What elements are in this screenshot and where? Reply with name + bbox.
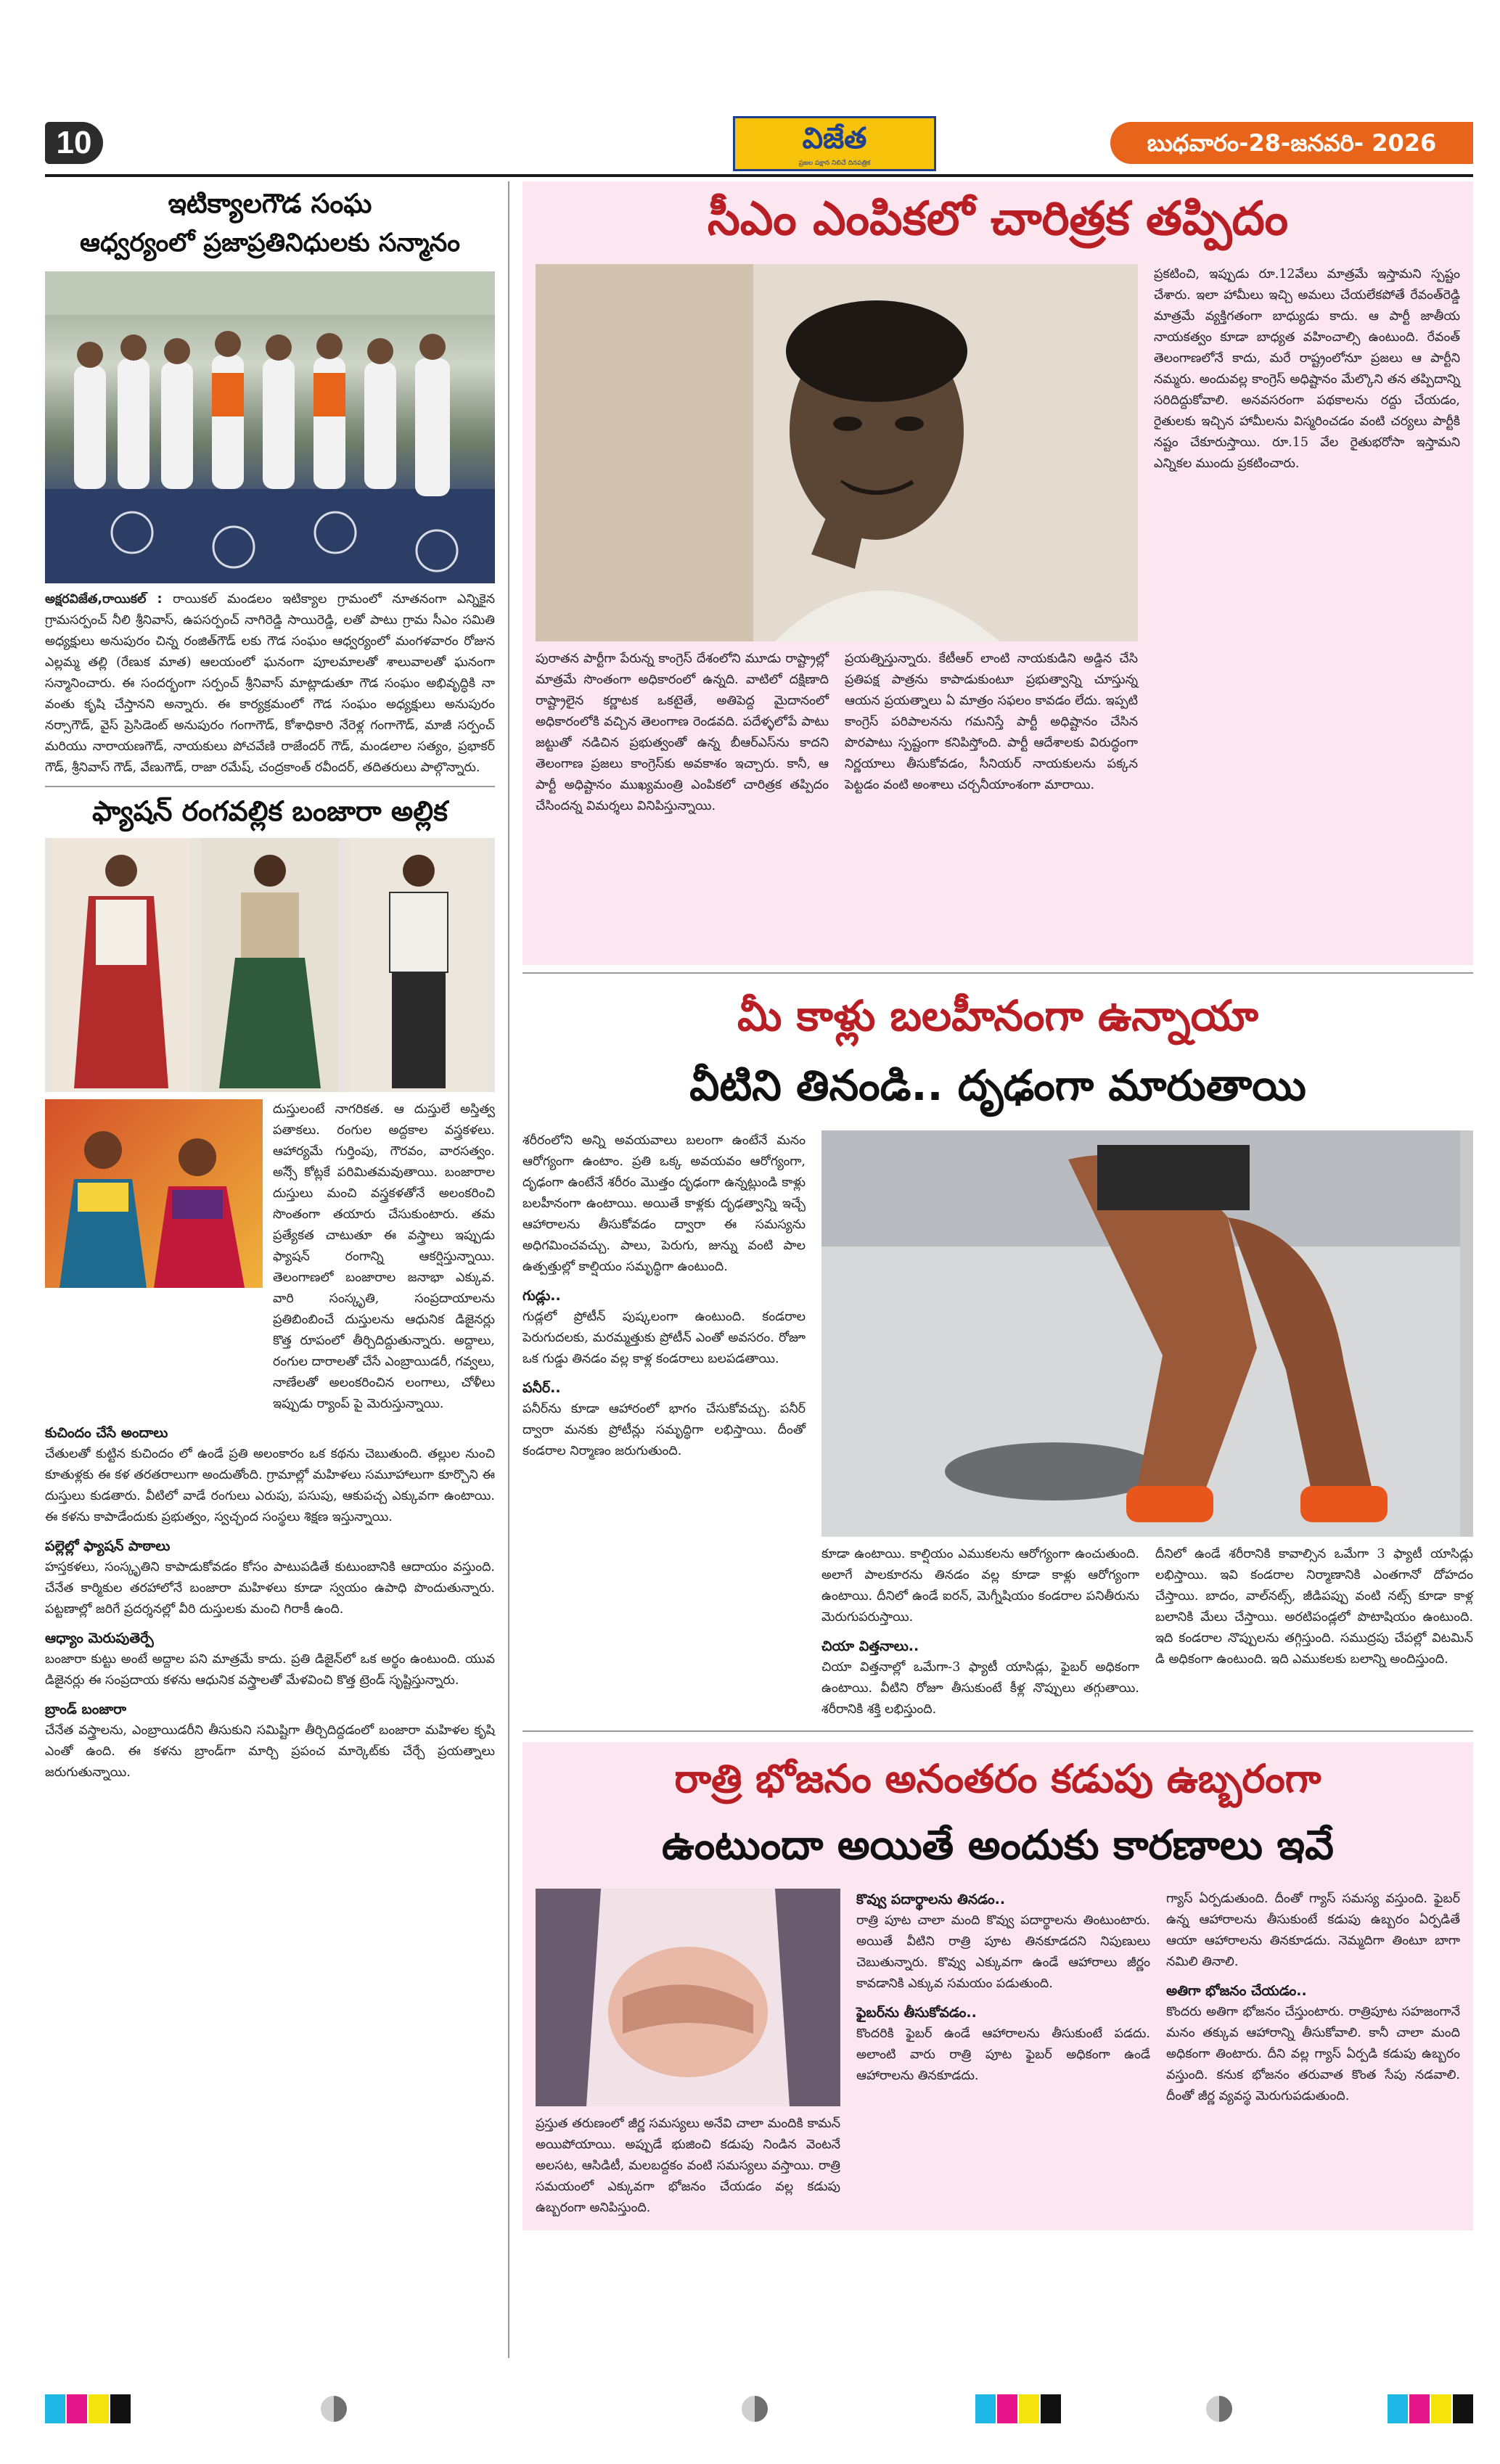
story-left-col — [536, 1889, 840, 2219]
story-col3-block — [1166, 1889, 1460, 2219]
banjara-women-photo — [45, 1099, 263, 1288]
color-swatch-cyan — [1388, 2394, 1408, 2423]
print-registration-bar — [45, 2394, 1473, 2423]
column-divider — [508, 181, 509, 2358]
header-rule — [45, 174, 1473, 177]
masthead-tagline: ప్రజల పక్షాన నిలిచే దినపత్రిక — [798, 160, 871, 167]
masthead-title: విజేత — [802, 121, 867, 155]
subhead-1-body: రాత్రి పూట చాలా మంది కొవ్వు పదార్థాలను తింటుంటారు. అయితే వీటిని రాత్రి పూట తినకూడదని నిపుణులు చెబుతున్నారు. కొవ్వు ఎక్కువగా ఉండే ఆహారాలు జీర్ణం కావడానికి ఎక్కువ సమయం పడుతుంది. — [856, 1913, 1150, 1991]
registration-mark — [742, 2396, 768, 2422]
story-body-text: రాయికల్ మండలం ఇటిక్యాల గ్రామంలో నూతనంగా ఎన్నికైన గ్రామసర్పంచ్ నీలి శ్రీనివాస్, ఉపసర్పంచ్ నాగిరెడ్డి సాయిరెడ్డి, లతో పాటు గ్రామ సీఎం సమితి అధ్యక్షులు అనుపురం చిన్న రంజిత్‌గౌడ్ లకు గౌడ సంఘం ఆధ్వర్యంలో మంగళవారం రోజున ఎల్లమ్మ తల్లి (రేణుక మాత) ఆలయంలో ఘనంగా పూలమాలతో శాలువాలతో ఘనంగా సన్మానించారు. ఈ సందర్భంగా సర్పంచ్ శ్రీనివాస్ మాట్లాడుతూ గౌడ సంఘం అభివృద్ధికి నా వంతు కృషి చేస్తానని అన్నారు. ఈ కార్యక్రమంలో గౌడ సంఘం అధ్యక్షులు అనుపురం నర్సాగౌడ్, వైస్ ప్రెసిడెంట్ అనుపురం గంగాగౌడ్, కోశాధికారి నేరెళ్ల గంగాగౌడ్, మాజీ సర్పంచ్ మరియు నారాయణగౌడ్, నాయకులు పోచవేణి రాజేందర్ గౌడ్, మండలాల సత్యం, ప్రభాకర్ గౌడ్, శ్రీనివాస్ గౌడ్, వేణుగౌడ్, రాజా రమేష్, చంద్రకాంత్ రవీందర్, తదితరులు పాల్గొన్నారు. — [45, 592, 495, 775]
story-col1: ప్రస్తుత తరుణంలో జీర్ణ సమస్యలు అనేవి చాలా మందికి కామన్ అయిపోయాయి. అప్పుడే భుజించి కడుపు నిండిన వెంటనే అలసట, ఆసిడిటీ, మలబద్దకం వంటి సమస్యలు వస్తాయి. రాత్రి సమయంలో ఎక్కువగా భోజనం చేయడం వల్ల కడుపు ఉబ్బరంగా అనిపిస్తుంది. — [536, 2116, 840, 2215]
story-bloating — [522, 1742, 1473, 2230]
subhead-2: పల్లెల్లో ఫ్యాషన్ పాఠాలు — [45, 1538, 171, 1554]
stomach-pain-photo — [536, 1889, 840, 2106]
story-gouda-sangham — [45, 184, 495, 779]
story-text-columns — [821, 1544, 1473, 1720]
story-col3: దీనిలో ఉండే శరీరానికి కావాల్సిన ఒమేగా 3 ఫ్యాటీ యాసిడ్లు లభిస్తాయి. ఇవి కండరాల నిర్మాణానికి ఎంతగానో దోహదం చేస్తాయి. బాదం, వాల్‌నట్స్, జీడిపప్పు వంటి నట్స్ కూడా కాళ్ల బలానికి మేలు చేస్తాయి. అరటిపండ్లలో పొటాషియం ఉంటుంది. ఇది కండరాల నొప్పులను తగ్గిస్తుంది. సముద్రపు చేపల్లో విటమిన్ డి అధికంగా ఉంటుంది. ఇది ఎముకలకు బలాన్ని అందిస్తుంది. — [1155, 1547, 1473, 1667]
registration-mark — [321, 2396, 347, 2422]
story-col3: ప్రకటించి, ఇప్పుడు రూ.12వేలు మాత్రమే ఇస్తామని స్పష్టం చేశారు. ఇలా హామీలు ఇచ్చి అమలు చేయలేకపోతే రేవంత్‌రెడ్డి మాత్రమే వ్యక్తిగతంగా బాధ్యుడు కాదు. ఆ పార్టీ జాతీయ నాయకత్వం కూడా బాధ్యత వహించాల్సి ఉంటుంది. రేవంత్ తెలంగాణలోనే కాదు, మరే రాష్ట్రంలోనూ ప్రజలు ఆ పార్టీని నమ్మరు. అందువల్ల కాంగ్రెస్ అధిష్టానం మేల్కొని తన తప్పిదాన్ని సరిదిద్దుకోవాలి. అనవసరంగా పథకాలను రద్దు చేయడం, రైతులకు ఇచ్చిన హామీలను విస్మరించడం వంటి చర్యలు పార్టీకి నష్టం చేకూరుస్తాయి. రూ.15 వేల రైతుభరోసా ఇస్తామని ఎన్నికల ముందు ప్రకటించారు. — [1154, 267, 1460, 471]
story-col1: పురాతన పార్టీగా పేరున్న కాంగ్రెస్ దేశంలోని మూడు రాష్ట్రాల్లో మాత్రమే సొంతంగా అధికారంలో ఉన్నది. వాటిలో దక్షిణాది రాష్ట్రాలైన కర్ణాటక ఒకటైతే, అతిపెద్ద మైదానంలో అధికారంలోకి వచ్చిన తెలంగాణ రెండవది. పదేళ్ళలోపే పాటు జట్టుతో నడిచిన ప్రభుత్వంతో ఉన్న బీఆర్ఎస్‌ను కాదని తెలంగాణ ప్రజలు కాంగ్రెస్‌కు అవకాశం ఇచ్చారు. కానీ, ఆ పార్టీ అధిష్టానం ముఖ్యమంత్రి ఎంపికలో చారిత్రక తప్పిదం చేసిందన్న విమర్శలు వినిపిస్తున్నాయి. — [536, 652, 829, 813]
story-columns — [522, 1130, 1473, 1720]
subhead-2-body: హస్తకళలు, సంస్కృతిని కాపాడుకోవడం కోసం పాటుపడితే కుటుంబానికి ఆదాయం వస్తుంది. చేనేత కార్మికుల తరహాలోనే బంజారా మహిళలు కూడా స్వయం ఉపాధి పొందుతున్నారు. పట్టణాల్లో జరిగే ప్రదర్శనల్లో వీరి దుస్తులకు మంచి గిరాకీ ఉంది. — [45, 1560, 495, 1617]
color-swatch-magenta — [1409, 2394, 1430, 2423]
right-area — [522, 181, 1473, 2230]
color-swatch-black — [1041, 2394, 1061, 2423]
story-right-block — [821, 1130, 1473, 1720]
story-col1: శరీరంలోని అన్ని అవయవాలు బలంగా ఉంటేనే మనం ఆరోగ్యంగా ఉంటాం. ప్రతి ఒక్క అవయవం ఆరోగ్యంగా, దృఢంగా ఉంటేనే శరీరం మొత్తం దృఢంగా ఉన్నట్లుండి కాళ్లు బలహీనంగా ఉంటాయి. అయితే కాళ్లకు దృఢత్వాన్ని ఇచ్చే ఆహారాలను తీసుకోవడం ద్వారా ఈ సమస్యను అధిగమించవచ్చు. పాలు, పెరుగు, జున్ను వంటి పాల ఉత్పత్తుల్లో కాల్షియం సమృద్ధిగా ఉంటుంది. — [522, 1133, 806, 1274]
story-col2-block — [821, 1544, 1139, 1720]
color-swatch-cyan — [45, 2394, 65, 2423]
story-col2: కూడా ఉంటాయి. కాల్షియం ఎముకలను ఆరోగ్యంగా ఉంచుతుంది. అలాగే పాలకూరను తినడం వల్ల కూడా కాళ్లు ఆరోగ్యంగా ఉంటాయి. దీనిలో ఉండే ఐరన్, మెగ్నీషియం కండరాల పనితీరును మెరుగుపరుస్తాయి. — [821, 1547, 1139, 1625]
subhead-1-body: చేతులతో కుట్టిన కుచిందం లో ఉండే ప్రతి అలంకారం ఒక కథను చెబుతుంది. తల్లుల నుంచి కూతుళ్లకు ఈ కళ తరతరాలుగా అందుతోంది. గ్రామాల్లో మహిళలు సమూహాలుగా కూర్చొని ఈ దుస్తులు కుడతారు. వీటిలో వాడే రంగులు ఎరుపు, పసుపు, ఆకుపచ్చ ఎక్కువగా ఉంటాయి. ఈ కళను కాపాడేందుకు ప్రభుత్వం, స్వచ్ఛంద సంస్థలు శిక్షణ ఇస్తున్నాయి. — [45, 1447, 495, 1524]
subhead-4-body: చేనేత వస్త్రాలను, ఎంబ్రాయిడరీని తీసుకుని సమిష్టిగా తీర్చిదిద్దడంలో బంజారా మహిళల కృషి ఎంతో ఉంది. ఈ కళను బ్రాండ్‌గా మార్చి ప్రపంచ మార్కెట్‌కు చేర్చే ప్రయత్నాలు జరుగుతున్నాయి. — [45, 1723, 495, 1780]
subhead-3: అతిగా భోజనం చేయడం.. — [1166, 1983, 1307, 1999]
story-headline-line1: రాత్రి భోజనం అనంతరం కడుపు ఉబ్బరంగా — [674, 1756, 1321, 1802]
felicitation-photo — [45, 271, 495, 583]
banjara-women-illustration — [45, 1099, 263, 1288]
story-left-col — [522, 1130, 806, 1720]
story-columns — [536, 264, 1460, 817]
masthead-logo — [733, 116, 936, 171]
banjara-intro-row — [45, 1099, 495, 1415]
left-column — [45, 181, 495, 2358]
color-swatch-black — [1453, 2394, 1473, 2423]
subhead-3-body: బంజారా కుట్టు అంటే అద్దాల పని మాత్రమే కాదు. ప్రతి డిజైన్‌లో ఒక అర్థం ఉంటుంది. యువ డిజైనర్లు ఈ సంప్రదాయ కళను ఆధునిక వస్త్రాలతో మేళవించి కొత్త ట్రెండ్ సృష్టిస్తున్నారు. — [45, 1652, 495, 1688]
subhead-2-body: పనీర్‌ను కూడా ఆహారంలో భాగం చేసుకోవచ్చు. పనీర్ ద్వారా మనకు ప్రోటీన్లు సమృద్ధిగా లభిస్తాయి. దీంతో కండరాల నిర్మాణం జరుగుతుంది. — [522, 1402, 806, 1458]
color-swatch-magenta — [997, 2394, 1017, 2423]
runner-legs-illustration — [821, 1130, 1460, 1537]
color-swatch-yellow — [1019, 2394, 1039, 2423]
story-banjara-fashion — [45, 792, 495, 1783]
story-left-block — [536, 264, 1138, 817]
subhead-2: పనీర్.. — [522, 1380, 561, 1396]
story-headline-line1: మీ కాళ్లు బలహీనంగా ఉన్నాయా — [737, 991, 1258, 1040]
cm-portrait-photo — [536, 264, 1138, 641]
story-body — [45, 589, 495, 779]
subhead-3: ఆధ్యాం మెరుపుతెర్పే — [45, 1630, 154, 1646]
subhead-1: కుచిందం చేసే అందాలు — [45, 1425, 168, 1441]
banjara-models-photo — [45, 838, 495, 1092]
story-col2-block — [856, 1889, 1150, 2219]
story-headline-line1: ఇటిక్యాలగౌడ సంఘ — [168, 188, 372, 219]
subhead-2: ఫైబర్‌ను తీసుకోవడం.. — [856, 2005, 977, 2021]
subhead-3-body: కొందరు అతిగా భోజనం చేస్తుంటారు. రాత్రిపూట సహజంగానే మనం తక్కువ ఆహారాన్ని తీసుకోవాలి. కానీ చాలా మంది అధికంగా తింటారు. దీని వల్ల గ్యాస్ ఏర్పడి కడుపు ఉబ్బరం వస్తుంది. కనుక భోజనం తరువాత కొంత సేపు నడవాలి. దీంతో జీర్ణ వ్యవస్థ మెరుగుపడుతుంది. — [1166, 2005, 1460, 2103]
subhead-4: బ్రాండ్ బంజారా — [45, 1701, 127, 1717]
page-number: 10 — [45, 122, 103, 164]
color-swatch-black — [110, 2394, 131, 2423]
story-text-columns — [536, 649, 1138, 817]
story-headline: ఫ్యాషన్ రంగవల్లిక బంజారా అల్లిక — [92, 795, 448, 827]
story-col2: ప్రయత్నిస్తున్నారు. కేటీఆర్ లాంటి నాయకుడిని అడ్డిన చేసి ప్రతిపక్ష పాత్రను కాపాడుకుంటూ ప్రభుత్వాన్ని చూస్తున్న ఆయన ప్రయత్నాలు ఏ మాత్రం సఫలం కావడం లేదు. ఇప్పటి కాంగ్రెస్ పరిపాలనను గమనిస్తే పార్టీ అధిష్టానం చేసిన పొరపాటు స్పష్టంగా కనిపిస్తోంది. పార్టీ ఆదేశాలకు విరుద్ధంగా నిర్ణయాలు తీసుకోవడం, సీనియర్ నాయకులను పక్కన పెట్టడం వంటి అంశాలు చర్చనీయాంశంగా మారాయి. — [845, 652, 1138, 792]
color-swatch-magenta — [67, 2394, 87, 2423]
story-intro: దుస్తులంటే నాగరికత. ఆ దుస్తులే అస్తిత్వ పతాకలు. రంగుల అద్దకాల వస్త్రకళలు. ఆహార్యమే గుర్తింపు, గౌరవం, వారసత్వం. అస్సేే కోట్లకే పరిమితమవుతాయి. బంజారాల దుస్తులు మంచి వస్త్రకళతోనే అలంకరించి సొంతంగా తయారు చేసుకుంటారు. తమ ప్రత్యేకత చాటుతూ ఈ వస్త్రాలు ఇప్పుడు ఫ్యాషన్ రంగాన్ని ఆకర్షిస్తున్నాయి. తెలంగాణలో బంజారాల జనాభా ఎక్కువ. వారి సంస్కృతి, సంప్రదాయాలను ప్రతిబింబించే దుస్తులను ఆధునిక డిజైనర్లు కొత్త రూపంలో తీర్చిదిద్దుతున్నారు. అద్దాలు, రంగుల దారాలతో చేసే ఎంబ్రాయిడరీ, గవ్వలు, నాణేలతో అలంకరించిన లంగాలు, చోళీలు ఇప్పుడు ర్యాంప్ పై మెరుస్తున్నాయి. — [273, 1102, 495, 1411]
story-dateline: అక్షరవిజేత,రాయికల్ : — [45, 592, 163, 607]
color-swatch-yellow — [89, 2394, 109, 2423]
runner-legs-photo — [821, 1130, 1473, 1537]
story-cm-selection — [522, 181, 1473, 965]
story-headline-line2: ఆధ్వర్యంలో ప్రజాప్రతినిధులకు సన్మానం — [80, 229, 460, 258]
color-swatch-cyan — [975, 2394, 996, 2423]
issue-date: బుధవారం-28-జనవరి- 2026 — [1110, 122, 1473, 164]
subhead-3: చియా విత్తనాలు.. — [821, 1638, 919, 1654]
story-headline-line2: వీటిని తినండి.. దృఢంగా మారుతాయి — [689, 1061, 1306, 1110]
cm-portrait-illustration — [536, 264, 1138, 641]
section-divider — [45, 786, 495, 787]
color-swatch-yellow — [1431, 2394, 1451, 2423]
felicitation-photo-illustration — [45, 271, 495, 583]
subhead-1-body: గుడ్లలో ప్రోటీన్ పుష్కలంగా ఉంటుంది. కండరాల పెరుగుదలకు, మరమ్మత్తుకు ప్రోటీన్ ఎంతో అవసరం. రోజూ ఒక గుడ్డు తినడం వల్ల కాళ్ల కండరాలు బలపడతాయి. — [522, 1310, 806, 1366]
section-divider — [522, 972, 1473, 974]
banjara-models-illustration — [45, 838, 495, 1092]
story-headline-line2: ఉంటుందా అయితే అందుకు కారణాలు ఇవే — [662, 1822, 1334, 1869]
story-col3: గ్యాస్ ఏర్పడుతుంది. దీంతో గ్యాస్ సమస్య వస్తుంది. ఫైబర్ ఉన్న ఆహారాలను తీసుకుంటే కడుపు ఉబ్బరం ఏర్పడితే ఆయా ఆహారాలను తినకూడదు. నెమ్మదిగా తింటూ బాగా నమిలి తినాలి. — [1166, 1892, 1460, 1969]
subhead-1: కొవ్వు పదార్థాలను తినడం.. — [856, 1892, 1006, 1907]
stomach-pain-illustration — [536, 1889, 840, 2106]
section-divider — [522, 1730, 1473, 1732]
story-strong-legs — [522, 981, 1473, 1720]
story-columns — [536, 1889, 1460, 2219]
registration-mark — [1206, 2396, 1232, 2422]
subhead-2-body: కొందరికి ఫైబర్ ఉండే ఆహారాలను తీసుకుంటే పడదు. అలాంటి వారు రాత్రి పూట ఫైబర్ అధికంగా ఉండే ఆహారాలను తినకూడదు. — [856, 2026, 1150, 2083]
subhead-3-body: చియా విత్తనాల్లో ఒమేగా-3 ఫ్యాటీ యాసిడ్లు, ఫైబర్ అధికంగా ఉంటాయి. వీటిని రోజూ తీసుకుంటే కీళ్ల నొప్పులు తగ్గుతాయి. శరీరానికి శక్తి లభిస్తుంది. — [821, 1660, 1139, 1717]
subhead-1: గుడ్లు.. — [522, 1288, 561, 1304]
story-headline: సీఎం ఎంపికలో చారిత్రక తప్పిదం — [707, 192, 1289, 246]
